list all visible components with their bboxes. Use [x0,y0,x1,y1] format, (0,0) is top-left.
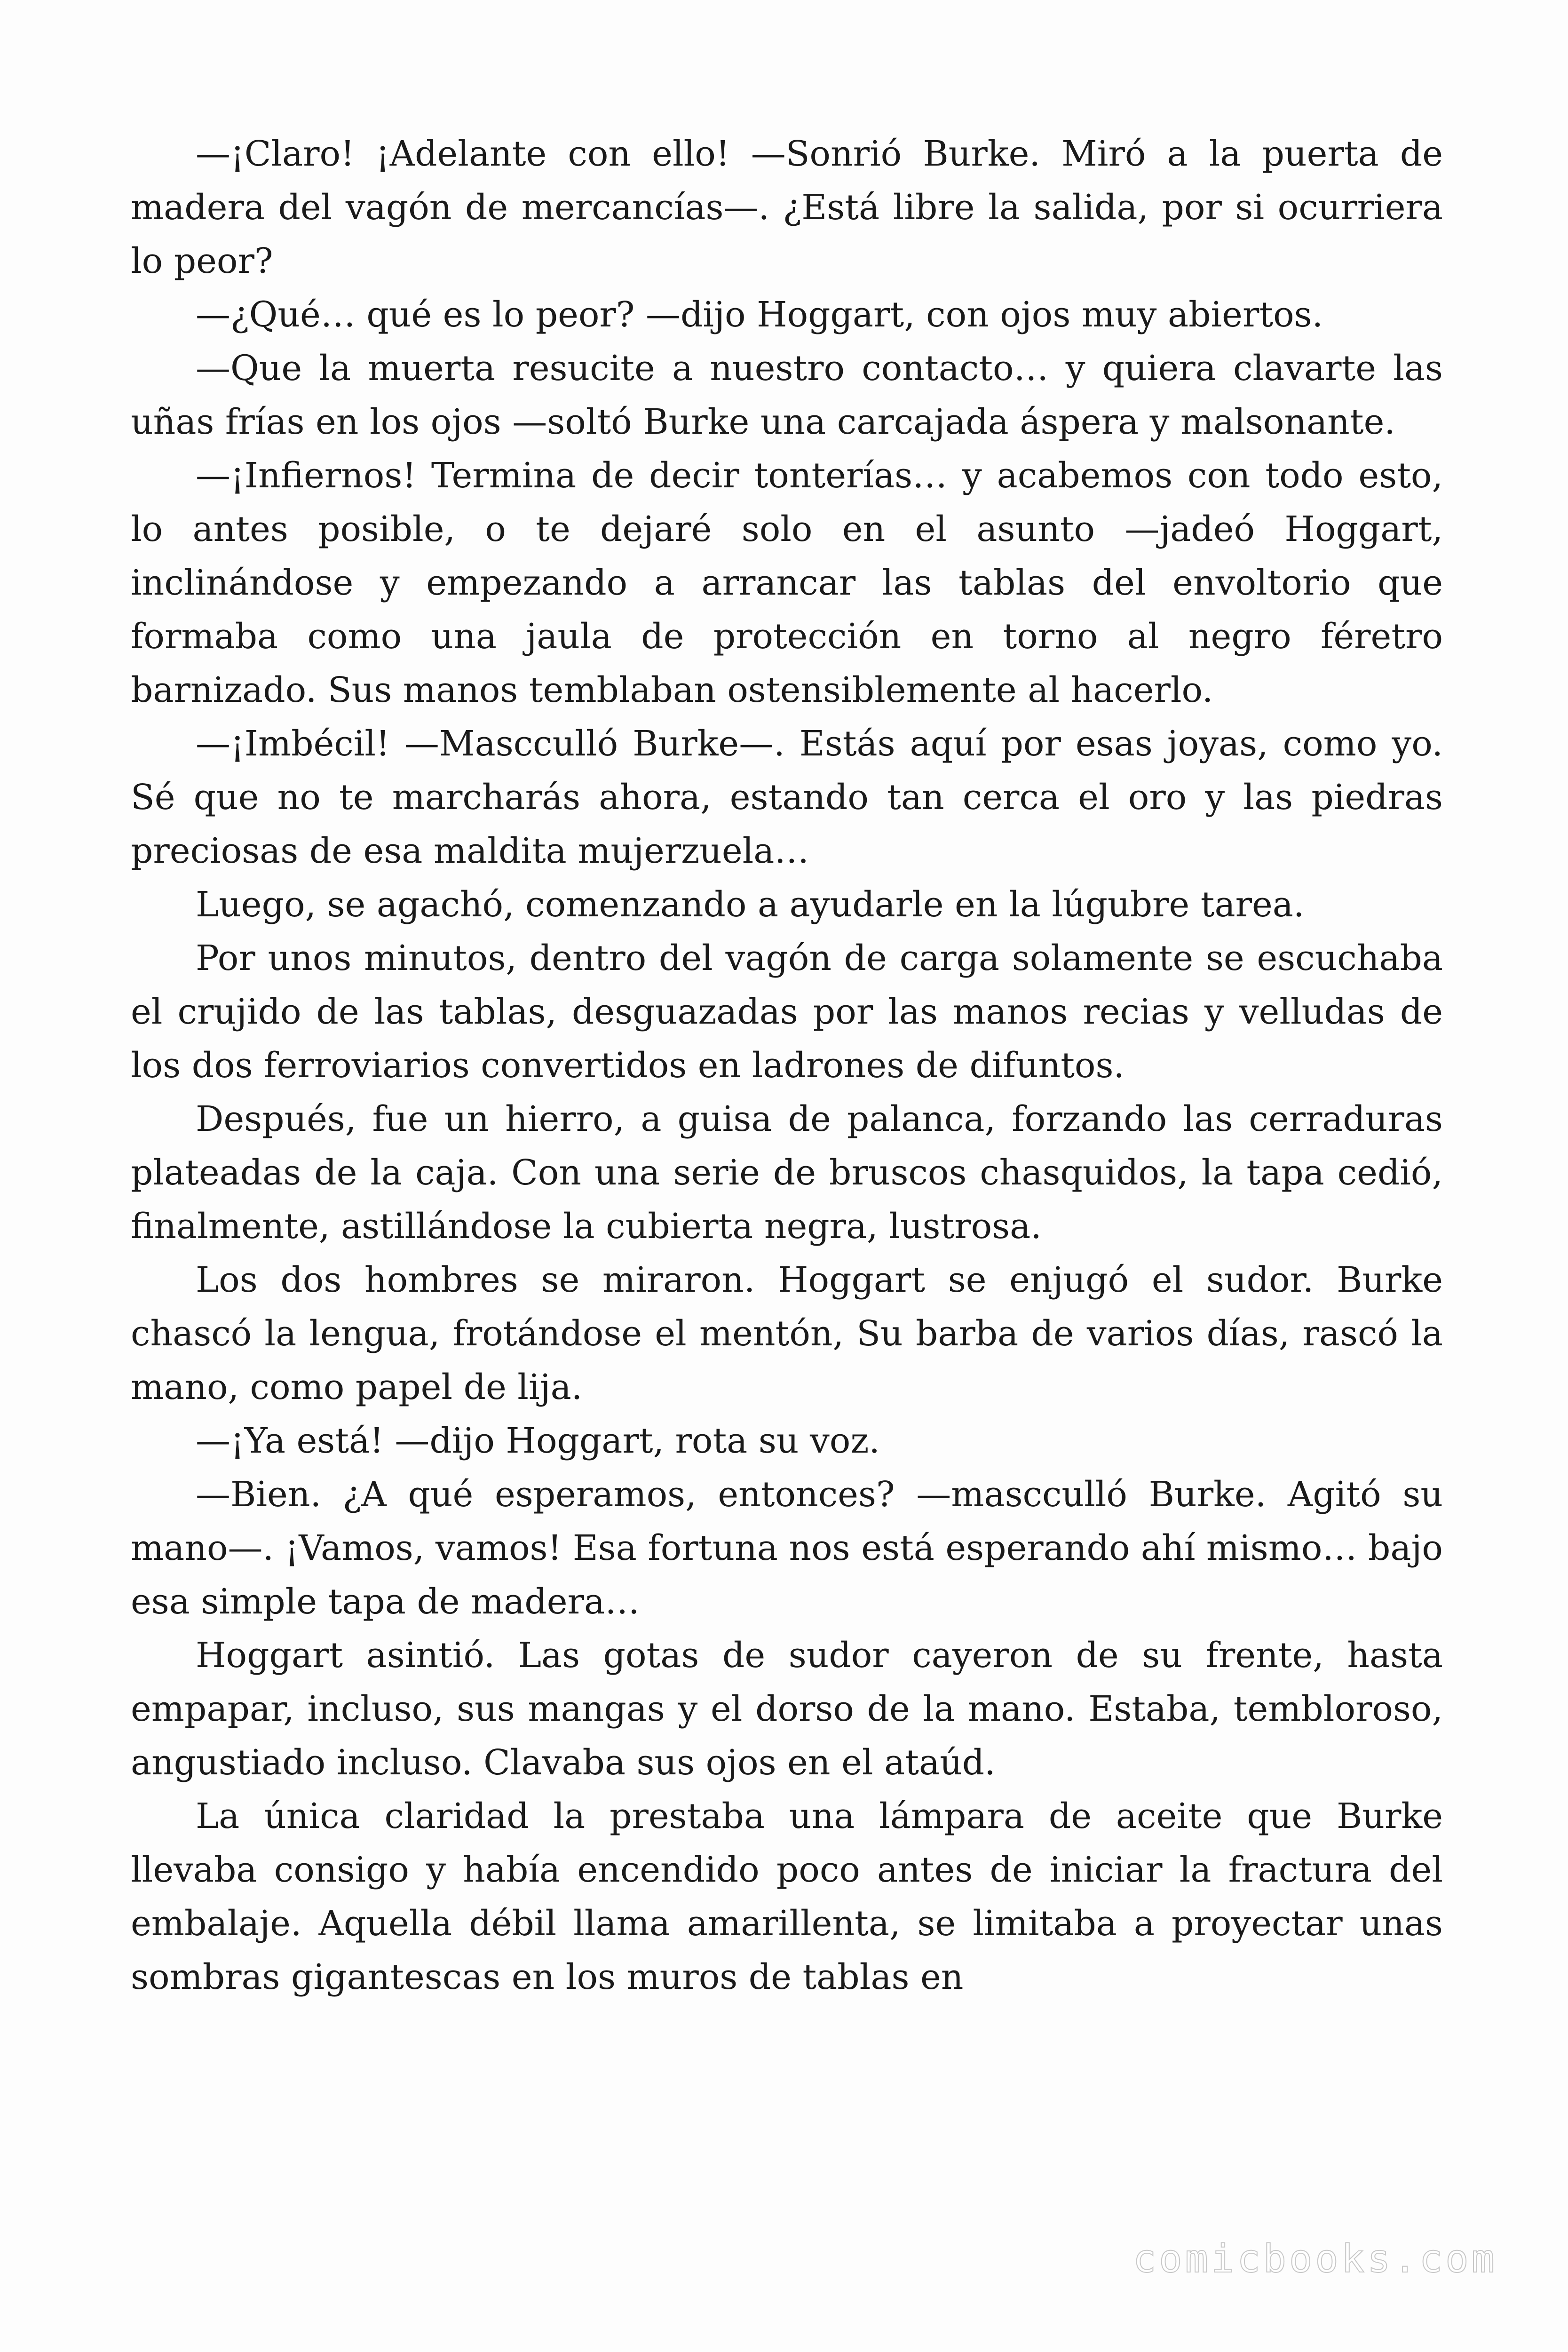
paragraph: —¡Ya está! —dijo Hoggart, rota su voz. [196,1421,880,1461]
paragraph: Los dos hombres se miraron. Hoggart se enjugó el sudor. Burke chascó la lengua, frotándose el mentón, Su barba de varios días, rascó la mano, como papel de lija. [131,1260,1443,1407]
paragraph: —¡Infiernos! Termina de decir tonterías… y acabemos con todo esto, lo antes posible, o te dejaré solo en el asunto —jadeó Hoggart, inclinándose y empezando a arrancar las tablas del envoltorio que formaba como una jaula de protección en torno al negro féretro barnizado. Sus manos temblaban ostensiblemente al hacerlo. [131,455,1443,710]
paragraph: —¿Qué… qué es lo peor? —dijo Hoggart, con ojos muy abiertos. [196,294,1323,335]
body-text [131,127,1443,2004]
paragraph: Después, fue un hierro, a guisa de palanca, forzando las cerraduras plateadas de la caja. Con una serie de bruscos chasquidos, la tapa cedió, finalmente, astillándose la cubierta negra, lustrosa. [131,1099,1443,1247]
paragraph: Por unos minutos, dentro del vagón de carga solamente se escuchaba el crujido de las tablas, desguazadas por las manos recias y velludas de los dos ferroviarios convertidos en ladrones de difuntos. [131,938,1443,1086]
paragraph: —¡Imbécil! —Mascculló Burke—. Estás aquí por esas joyas, como yo. Sé que no te marcharás ahora, estando tan cerca el oro y las piedras preciosas de esa maldita mujerzuela… [131,723,1443,871]
paragraph: Hoggart asintió. Las gotas de sudor cayeron de su frente, hasta empapar, incluso, sus mangas y el dorso de la mano. Estaba, tembloroso, angustiado incluso. Clavaba sus ojos en el ataúd. [131,1635,1443,1783]
paragraph: —¡Claro! ¡Adelante con ello! —Sonrió Burke. Miró a la puerta de madera del vagón de mercancías—. ¿Está libre la salida, por si ocurriera lo peor? [131,134,1443,281]
paragraph: La única claridad la prestaba una lámpara de aceite que Burke llevaba consigo y había encendido poco antes de iniciar la fractura del embalaje. Aquella débil llama amarillenta, se limitaba a proyectar unas sombras gigantescas en los muros de tablas en [131,1796,1443,1997]
paragraph: —Bien. ¿A qué esperamos, entonces? —mascculló Burke. Agitó su mano—. ¡Vamos, vamos! Esa fortuna nos está esperando ahí mismo… bajo esa simple tapa de madera… [131,1474,1443,1622]
paragraph: Luego, se agachó, comenzando a ayudarle en la lúgubre tarea. [196,884,1305,925]
watermark: comicbooks.com [1132,2237,1497,2281]
paragraph: —Que la muerta resucite a nuestro contacto… y quiera clavarte las uñas frías en los ojos —soltó Burke una carcajada áspera y malsonante. [131,348,1443,442]
